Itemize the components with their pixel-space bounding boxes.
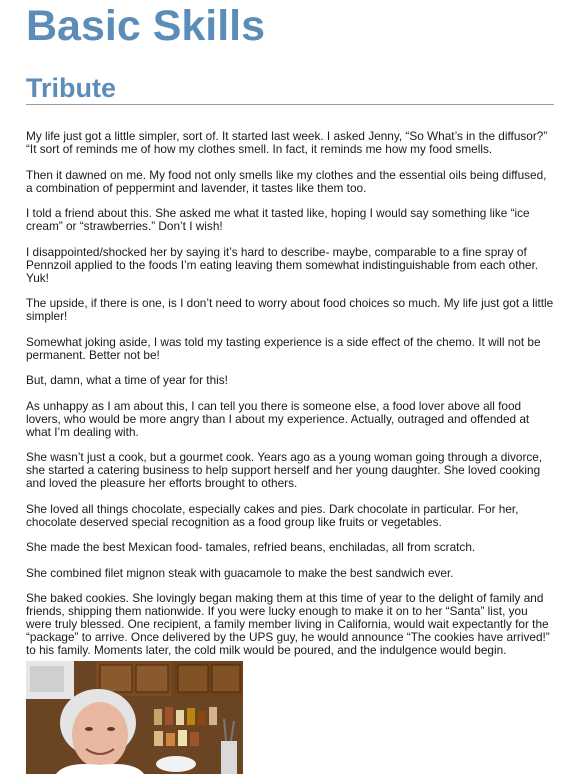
paragraph: She combined filet mignon steak with guacamole to make the best sandwich ever. bbox=[26, 565, 454, 580]
paragraph: She baked cookies. She lovingly began making them at this time of year to the delight of family and friends, shipping them nationwide. If you were lucky enough to make it on to her “Santa” list, you were truly blessed. One recipient, a family member living in California, would wait expectantly for the “package” to arrive. Once delivered by the UPS guy, he would announce “The cookies have arrived!” to his family. Moments later, the cold milk would be poured, and the indulgence would begin. bbox=[26, 591, 550, 657]
site-title: Basic Skills bbox=[26, 2, 266, 50]
paragraph: My life just got a little simpler, sort of. It started last week. I asked Jenny, “So What’s in the diffusor?” “It sort of reminds me of how my clothes smell. In fact, it reminds me how my food smells. bbox=[26, 129, 548, 156]
paragraph: But, damn, what a time of year for this! bbox=[26, 373, 228, 387]
paragraph: Then it dawned on me. My food not only smells like my clothes and the essential oils being diffused, a combination of peppermint and lavender, it tastes like them too. bbox=[26, 167, 547, 195]
paragraph: As unhappy as I am about this, I can tell you there is someone else, a food lover above all food lovers, who would be more angry than I about my experience. Actually, outraged and offended at what I’m dealing with. bbox=[26, 398, 530, 439]
paragraph: She made the best Mexican food- tamales, refried beans, enchiladas, all from scratch. bbox=[26, 540, 476, 554]
article-body bbox=[26, 130, 554, 670]
section-title: Tribute bbox=[26, 73, 117, 103]
section-divider bbox=[26, 104, 554, 105]
paragraph: She loved all things chocolate, especially cakes and pies. Dark chocolate in particular. For her, chocolate deserved special recognition as a food group like fruits or vegetables. bbox=[26, 501, 519, 529]
paragraph: She wasn’t just a cook, but a gourmet cook. Years ago as a young woman going through a divorce, she started a catering business to help support herself and her young daughter. She loved cooking and loved the pleasure her efforts brought to others. bbox=[26, 450, 543, 490]
tribute-photo bbox=[26, 661, 243, 774]
paragraph: The upside, if there is one, is I don’t need to worry about food choices so much. My life just got a little simpler! bbox=[26, 296, 554, 323]
paragraph: Somewhat joking aside, I was told my tasting experience is a side effect of the chemo. It will not be permanent. Better not be! bbox=[26, 334, 541, 362]
paragraph: I told a friend about this. She asked me what it tasted like, hoping I would say something like “ice cream” or “strawberries.” Don’t I wish! bbox=[26, 206, 530, 233]
paragraph: I disappointed/shocked her by saying it’s hard to describe- maybe, comparable to a fine spray of Pennzoil applied to the foods I’m eating leaving them somewhat indistinguishable from each other. Yuk! bbox=[26, 244, 539, 285]
